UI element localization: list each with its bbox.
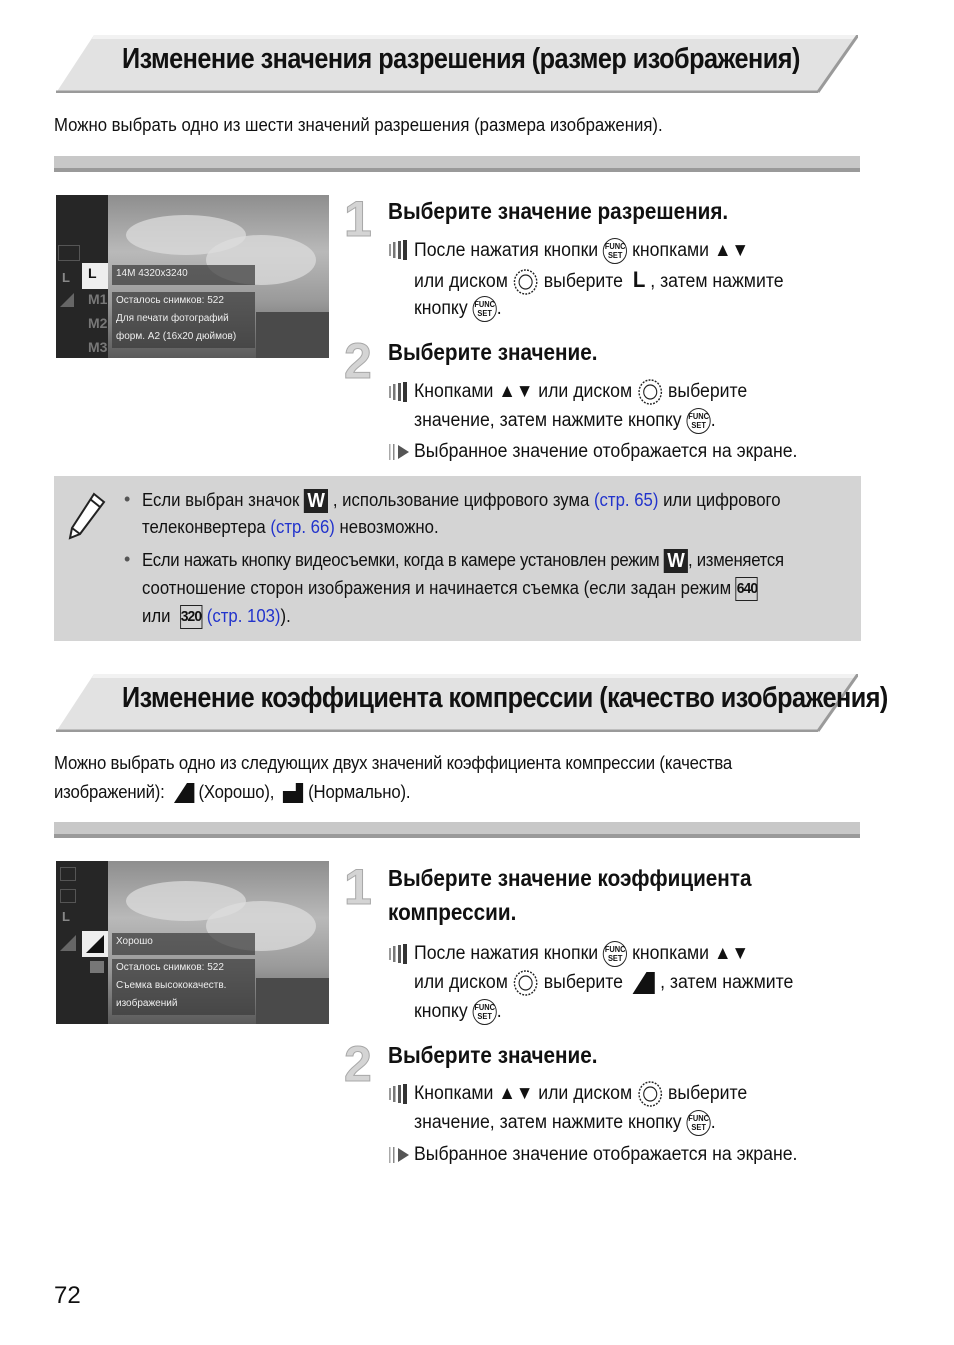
step-number-1: 1: [344, 191, 372, 247]
size-option-m2: M2: [88, 315, 108, 331]
section-banner-resolution: [56, 35, 858, 93]
divider: [54, 822, 860, 838]
quality-icon: [60, 293, 74, 307]
page-link-66[interactable]: (стр. 66): [270, 517, 335, 537]
section-intro-compression: Можно выбрать одно из следующих двух значений коэффициента компрессии (качества изображений): (Хорошо), (Нормально).: [54, 753, 733, 802]
note-text: телеконвертера (стр. 66) невозможно.: [142, 517, 439, 537]
wide-mode-icon: W: [664, 549, 688, 573]
step-result: Выбранное значение отображается на экране.: [414, 441, 798, 462]
step-instruction: или диском выберите , затем нажмите: [414, 969, 793, 997]
up-down-arrows-icon: ▲▼: [498, 1083, 534, 1105]
screen-panel-info: Осталось снимков: 522 Съемка высококачеств. изображений: [112, 959, 255, 1015]
up-down-arrows-icon: ▲▼: [498, 381, 534, 403]
func-set-button-icon: FUNC SET: [603, 238, 627, 264]
step-number-2: 2: [344, 1036, 372, 1092]
size-option-m1: M1: [88, 291, 108, 307]
fine-quality-icon: [174, 783, 194, 803]
menu-icon: [60, 867, 76, 881]
menu-icon: [60, 889, 76, 903]
operation-icon: [388, 944, 410, 964]
fine-quality-icon: [633, 972, 655, 994]
control-dial-icon: [513, 969, 539, 997]
screen-panel-info: Осталось снимков: 522 Для печати фотографий форм. A2 (16x20 дюймов): [112, 292, 255, 348]
note-box: • Если выбран значок W , использование цифрового зума (стр. 65) или цифрового телеконвертера (стр. 66) невозможно. • Если нажать кнопку видеосъемки, когда в камере установлен режим W , изменяется соотношение сторон изображения и начинается съемка (если задан режим 640 или 320 (стр. 103)).: [54, 476, 861, 641]
screen-panel-title: Хорошо: [112, 933, 255, 955]
step-title: Выберите значение коэффициента: [388, 865, 752, 891]
section-intro-resolution: Можно выбрать одно из шести значений разрешения (размера изображения).: [54, 115, 663, 135]
screen-panel-title: 14M 4320x3240: [112, 265, 255, 285]
normal-quality-icon: [283, 783, 303, 803]
fine-quality-icon: [86, 935, 104, 953]
control-dial-icon: [637, 378, 663, 406]
result-icon: [388, 442, 410, 462]
page-link-65[interactable]: (стр. 65): [593, 490, 659, 510]
quality-icon: [60, 935, 76, 951]
func-set-button-icon: FUNC SET: [687, 1110, 711, 1136]
operation-icon: [388, 1084, 410, 1104]
size-option-m3: M3: [88, 339, 108, 355]
note-text: или 320 (стр. 103)).: [142, 603, 291, 630]
step-title: компрессии.: [388, 899, 517, 925]
step-title: Выберите значение.: [388, 339, 598, 365]
step-instruction: кнопку FUNC SET .: [414, 998, 502, 1026]
step-instruction: Кнопками ▲▼ или диском выберите: [414, 1080, 747, 1108]
step-result: Выбранное значение отображается на экране.: [414, 1144, 798, 1165]
step-instruction: Кнопками ▲▼ или диском выберите: [414, 378, 747, 406]
note-text: Если нажать кнопку видеосъемки, когда в камере установлен режим W , изменяется: [142, 550, 784, 573]
pencil-icon: [68, 492, 108, 540]
control-dial-icon: [637, 1080, 663, 1108]
movie-320-icon: 320: [180, 605, 202, 629]
section-banner-compression: [56, 674, 888, 732]
step-number-1: 1: [344, 859, 372, 915]
note-text: Если выбран значок W , использование цифрового зума (стр. 65) или цифрового: [142, 490, 781, 513]
size-option-l: L: [88, 265, 97, 281]
camera-screen-resolution: L L M1 M2 M3 14M 4320x3240 Осталось снимков: 522 Для печати фотографий форм. A2 (16x20 дюймов): [56, 195, 329, 358]
up-down-arrows-icon: ▲▼: [713, 240, 749, 261]
camera-screen-compression: L Хорошо Осталось снимков: 522 Съемка высококачеств. изображений: [56, 861, 329, 1024]
up-down-arrows-icon: ▲▼: [713, 943, 749, 964]
result-icon: [388, 1145, 410, 1165]
func-set-button-icon: FUNC SET: [473, 999, 497, 1025]
func-set-button-icon: FUNC SET: [473, 296, 497, 322]
step-instruction: значение, затем нажмите кнопку FUNC SET .: [414, 1109, 716, 1137]
wide-mode-icon: W: [304, 489, 328, 513]
step-instruction: После нажатия кнопки FUNC SET кнопками ▲▼: [414, 940, 749, 968]
normal-quality-icon: [90, 961, 104, 973]
step-instruction: После нажатия кнопки FUNC SET кнопками ▲▼: [414, 237, 749, 265]
func-set-button-icon: FUNC SET: [603, 941, 627, 967]
divider: [54, 156, 860, 172]
page-number: 72: [54, 1282, 81, 1309]
section-title-resolution: Изменение значения разрешения (размер изображения): [122, 43, 800, 75]
movie-640-icon: 640: [736, 577, 758, 601]
step-number-2: 2: [344, 333, 372, 389]
func-set-button-icon: FUNC SET: [687, 408, 711, 434]
note-text: соотношение сторон изображения и начинается съемка (если задан режим 640: [142, 575, 758, 602]
large-size-icon: L: [632, 267, 646, 292]
operation-icon: [388, 240, 410, 260]
step-title: Выберите значение разрешения.: [388, 198, 729, 224]
step-instruction: или диском выберите L , затем нажмите: [414, 266, 784, 296]
step-title: Выберите значение.: [388, 1042, 598, 1068]
step-instruction: значение, затем нажмите кнопку FUNC SET .: [414, 407, 716, 435]
control-dial-icon: [513, 268, 539, 296]
operation-icon: [388, 382, 410, 402]
menu-icon: [58, 245, 80, 261]
section-title-compression: Изменение коэффициента компрессии (качество изображения): [122, 682, 888, 714]
step-instruction: кнопку FUNC SET .: [414, 295, 502, 323]
page-link-103[interactable]: (стр. 103): [206, 606, 281, 626]
